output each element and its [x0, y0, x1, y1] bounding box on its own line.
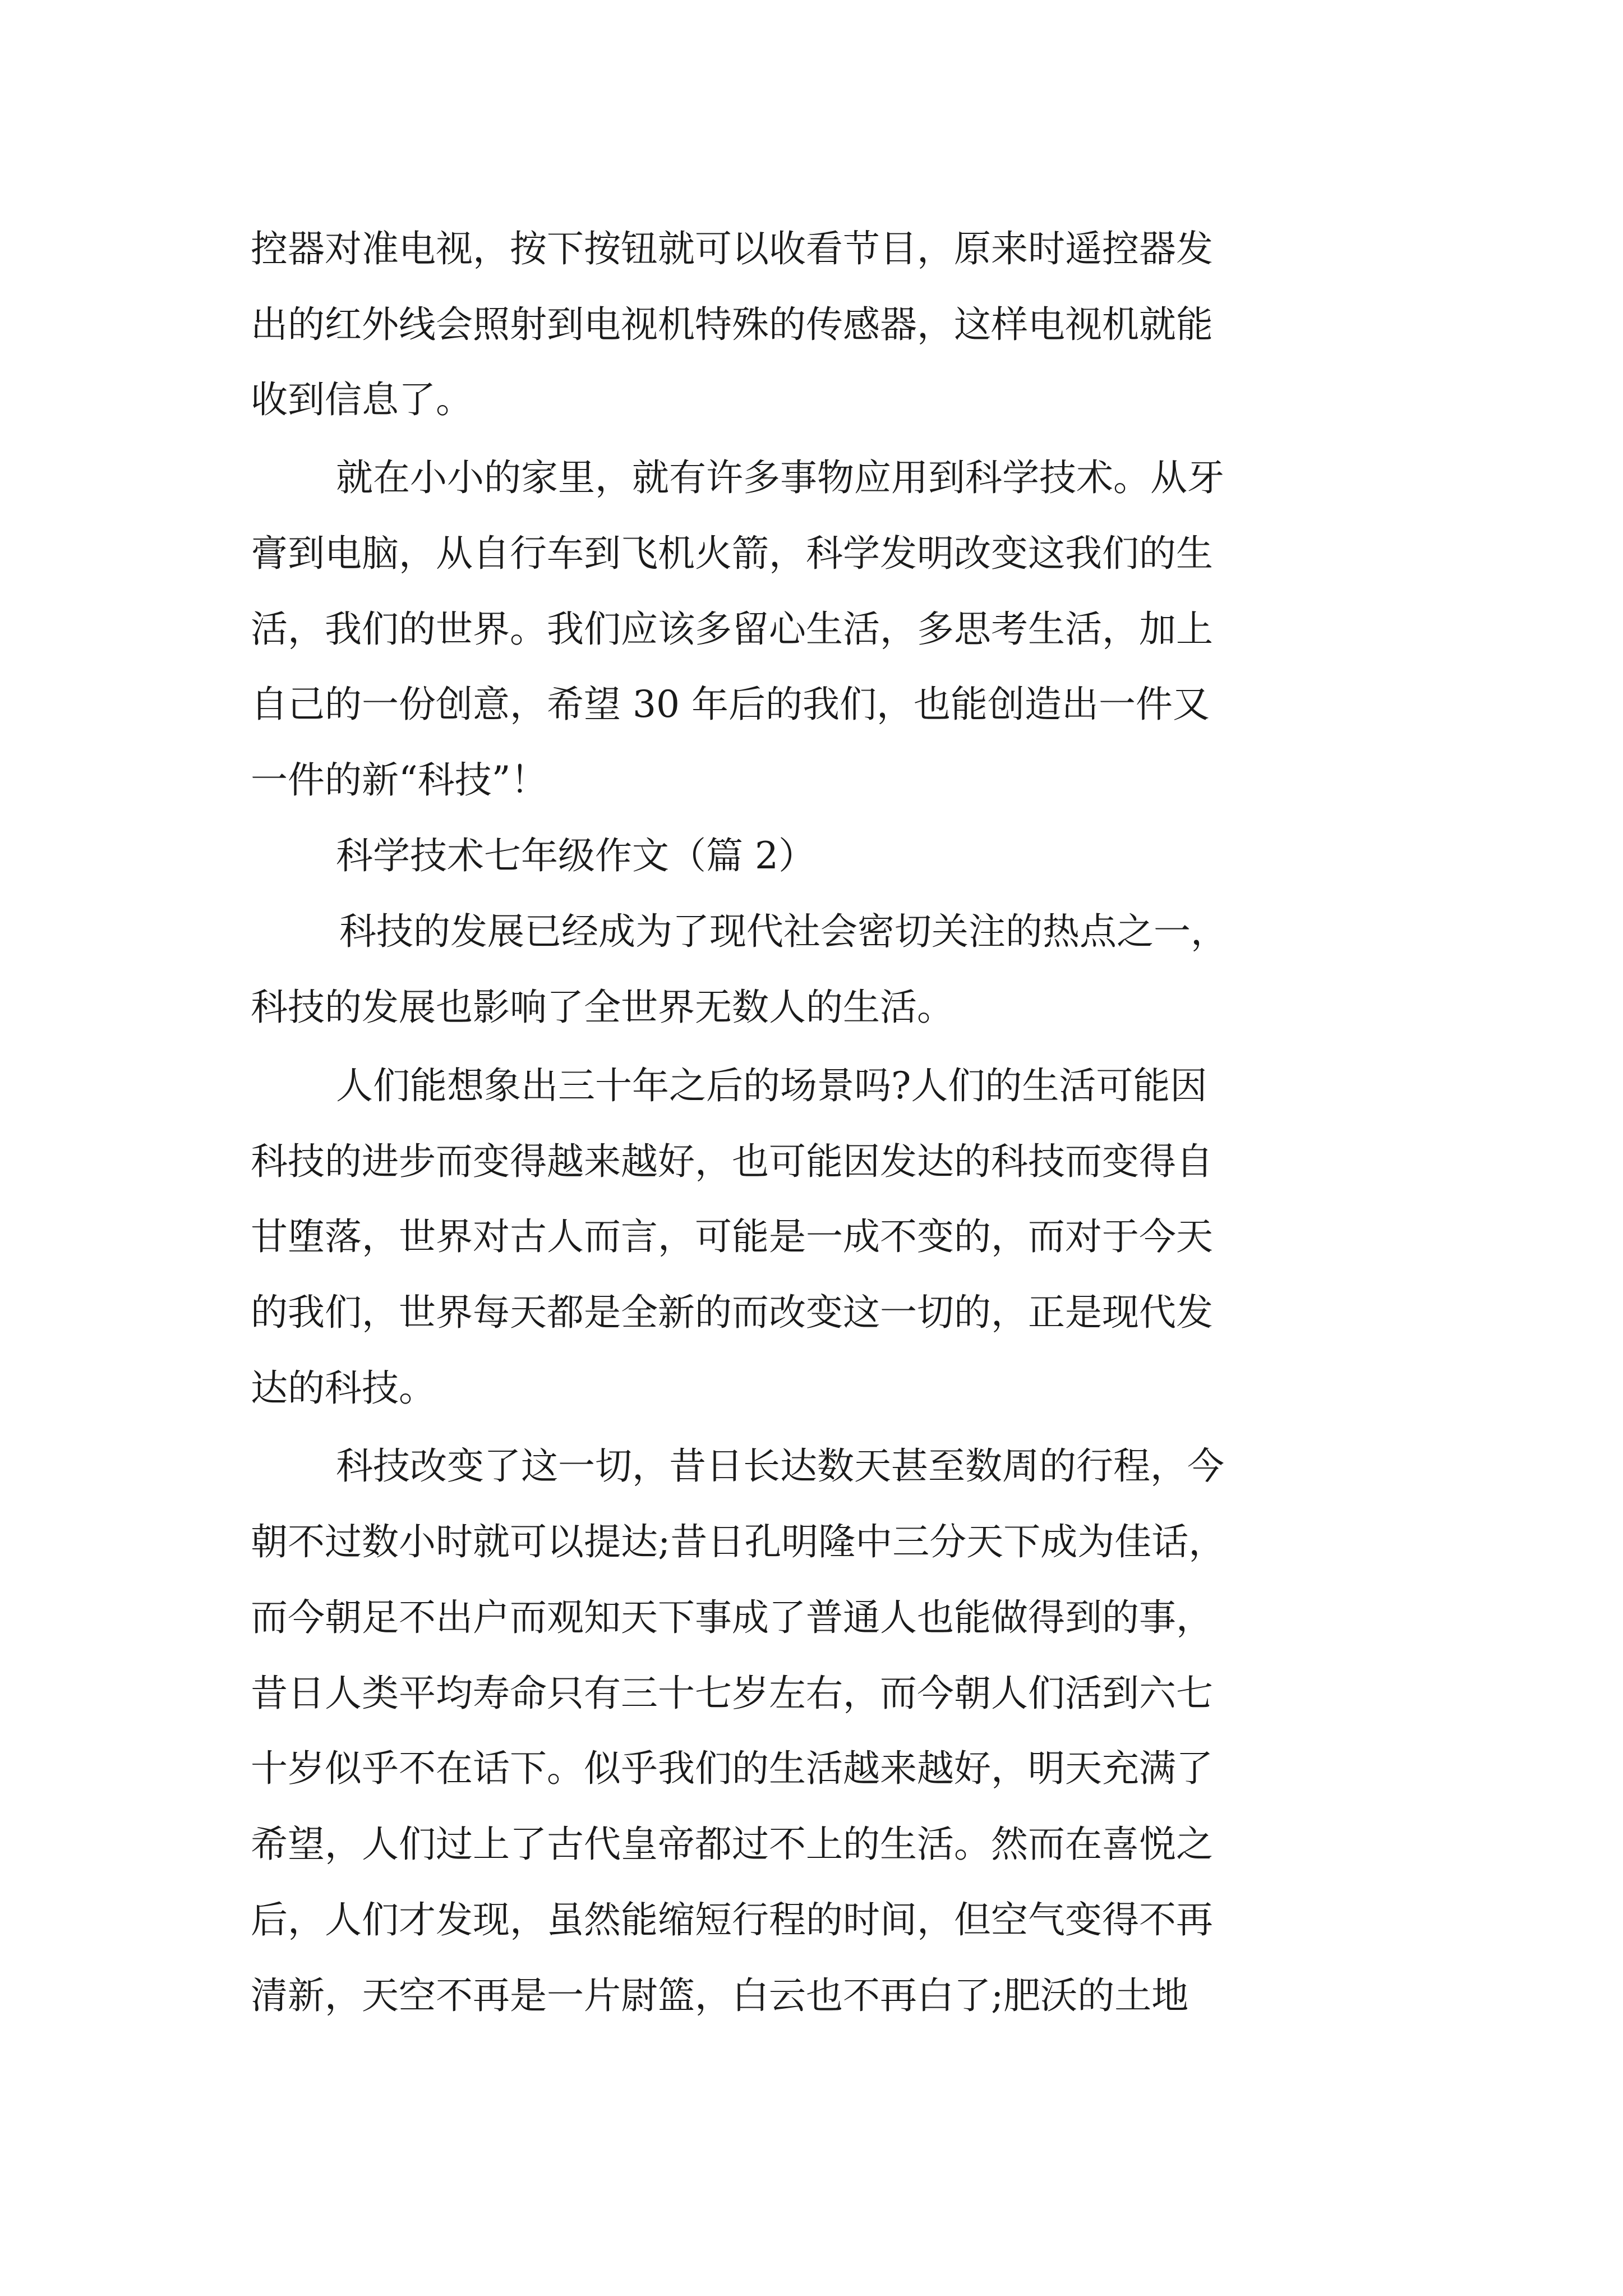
text-line	[0, 1965, 1623, 2027]
text-line	[0, 1814, 1623, 1875]
line-text: 活，我们的世界。我们应该多留心生活，多思考生活，加上	[251, 608, 1213, 651]
line-text: 科技的发展已经成为了现代社会密切关注的热点之一，	[339, 910, 1228, 953]
text-line	[0, 1587, 1623, 1649]
heading-text: 科学技术七年级作文（篇 2）	[336, 834, 815, 877]
text-line	[0, 1358, 1623, 1419]
text-line	[0, 749, 1623, 811]
line-text: 控器对准电视，按下按钮就可以收看节目，原来时遥控器发	[251, 227, 1213, 270]
line-text: 科技改变了这一切，昔日长达数天甚至数周的行程，今	[336, 1444, 1224, 1488]
line-text: 朝不过数小时就可以提达;昔日孔明隆中三分天下成为佳话，	[251, 1520, 1226, 1563]
text-line	[0, 523, 1623, 585]
line-text: 的我们，世界每天都是全新的而改变这一切的，正是现代发	[251, 1291, 1213, 1334]
text-line	[0, 1131, 1623, 1193]
text-line	[0, 901, 1623, 963]
text-line	[0, 599, 1623, 660]
text-line	[0, 977, 1623, 1038]
text-line	[0, 1663, 1623, 1724]
text-line	[0, 674, 1623, 735]
line-text: 收到信息了。	[251, 378, 473, 421]
line-text: 达的科技。	[251, 1366, 436, 1410]
text-line	[0, 1435, 1623, 1497]
text-line	[0, 369, 1623, 431]
line-text: 就在小小的家里，就有许多事物应用到科学技术。从牙	[336, 456, 1224, 499]
line-text: 膏到电脑，从自行车到飞机火箭，科学发明改变这我们的生	[251, 532, 1213, 575]
line-text: 昔日人类平均寿命只有三十七岁左右，而今朝人们活到六七	[251, 1672, 1213, 1715]
text-line	[0, 1738, 1623, 1800]
line-text: 科技的发展也影响了全世界无数人的生活。	[251, 986, 954, 1029]
text-line	[0, 1282, 1623, 1343]
text-line	[0, 218, 1623, 280]
line-text: 希望，人们过上了古代皇帝都过不上的生活。然而在喜悦之	[251, 1823, 1213, 1866]
section-heading	[0, 825, 1623, 887]
text-line	[0, 1055, 1623, 1117]
text-line	[0, 1889, 1623, 1951]
line-text: 一件的新“科技”！	[251, 758, 548, 802]
line-text: 清新，天空不再是一片尉篮，白云也不再白了;肥沃的土地	[251, 1974, 1189, 2017]
text-line	[0, 447, 1623, 509]
line-text: 而今朝足不出户而观知天下事成了普通人也能做得到的事，	[251, 1596, 1213, 1639]
text-line	[0, 1206, 1623, 1268]
line-text: 甘堕落，世界对古人而言，可能是一成不变的，而对于今天	[251, 1215, 1213, 1258]
line-text: 十岁似乎不在话下。似乎我们的生活越来越好，明天充满了	[251, 1747, 1213, 1790]
line-text: 科技的进步而变得越来越好，也可能因发达的科技而变得自	[251, 1140, 1213, 1183]
text-line	[0, 1511, 1623, 1573]
text-line	[0, 294, 1623, 356]
line-text: 自己的一份创意，希望 30 年后的我们，也能创造出一件又	[251, 683, 1210, 726]
line-text: 出的红外线会照射到电视机特殊的传感器，这样电视机就能	[251, 303, 1213, 346]
line-text: 人们能想象出三十年之后的场景吗?人们的生活可能因	[336, 1064, 1207, 1107]
line-text: 后，人们才发现，虽然能缩短行程的时间，但空气变得不再	[251, 1898, 1213, 1941]
